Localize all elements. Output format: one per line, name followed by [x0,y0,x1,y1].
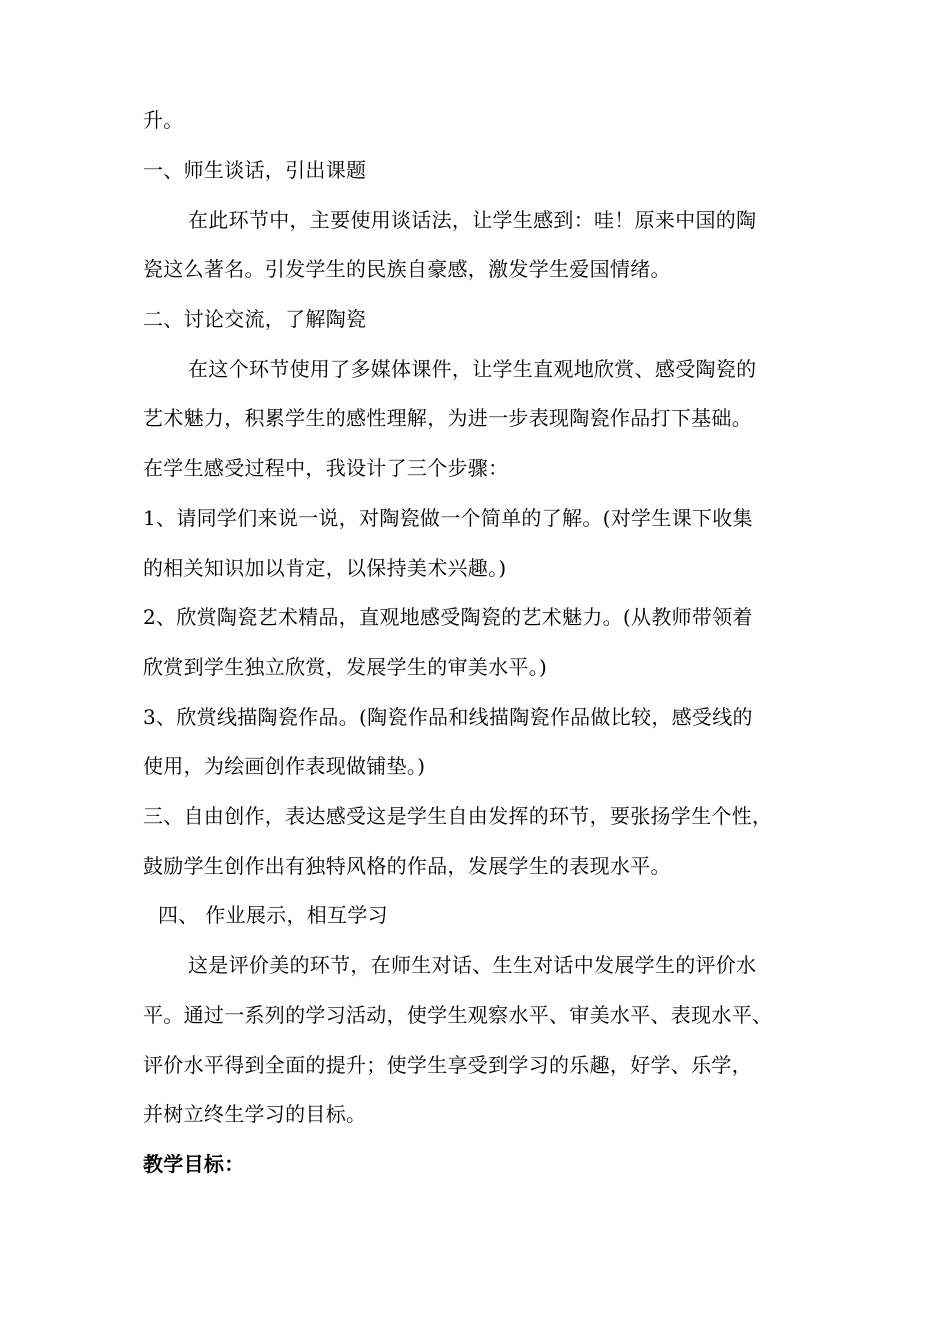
section-heading-2: 二、讨论交流，了解陶瓷 [143,307,367,331]
section-heading-4: 四、 作业展示，相互学习 [158,903,388,927]
paragraph-line: 这是评价美的环节，在师生对话、生生对话中发展学生的评价水 [188,953,757,977]
list-item-2-continued: 欣赏到学生独立欣赏，发展学生的审美水平。) [143,655,548,679]
paragraph-tail-line: 升。 [143,108,184,132]
paragraph-line: 在此环节中，主要使用谈话法，让学生感到：哇！原来中国的陶 [188,208,757,232]
list-item-3-continued: 使用，为绘画创作表现做铺垫。) [143,754,426,778]
paragraph-line: 瓷这么著名。引发学生的民族自豪感，激发学生爱国情绪。 [143,257,671,281]
list-item-3: 3、欣赏线描陶瓷作品。(陶瓷作品和线描陶瓷作品做比较，感受线的 [143,705,753,729]
paragraph-line: 在这个环节使用了多媒体课件，让学生直观地欣赏、感受陶瓷的 [188,357,757,381]
list-item-1-continued: 的相关知识加以肯定，以保持美术兴趣。) [143,556,507,580]
paragraph-line: 艺术魅力，积累学生的感性理解，为进一步表现陶瓷作品打下基础。 [143,406,752,430]
teaching-objectives-heading: 教学目标： [143,1152,245,1176]
paragraph-line: 评价水平得到全面的提升；使学生享受到学习的乐趣，好学、乐学， [143,1053,752,1077]
paragraph-line: 并树立终生学习的目标。 [143,1102,367,1126]
section-heading-1: 一、师生谈话，引出课题 [143,158,367,182]
list-item-1: 1、请同学们来说一说，对陶瓷做一个简单的了解。(对学生课下收集 [143,506,753,530]
list-item-2: 2、欣赏陶瓷艺术精品，直观地感受陶瓷的艺术魅力。(从教师带领着 [143,605,753,629]
paragraph-line: 平。通过一系列的学习活动，使学生观察水平、审美水平、表现水平、 [143,1003,773,1027]
section-heading-3: 三、自由创作，表达感受这是学生自由发挥的环节，要张扬学生个性， [143,804,773,828]
paragraph-line: 在学生感受过程中，我设计了三个步骤： [143,456,509,480]
paragraph-line: 鼓励学生创作出有独特风格的作品，发展学生的表现水平。 [143,854,671,878]
